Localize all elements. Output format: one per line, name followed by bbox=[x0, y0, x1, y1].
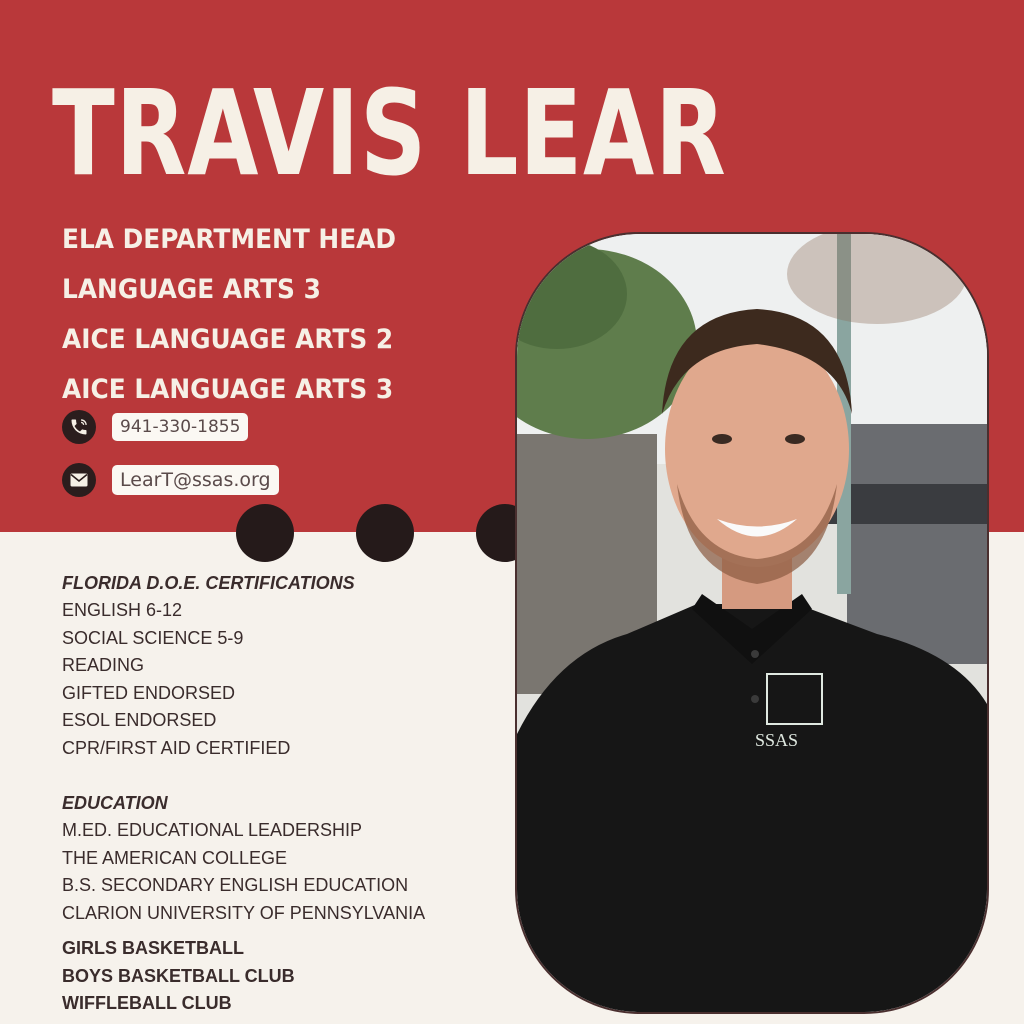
envelope-icon bbox=[62, 463, 96, 497]
role-item: ELA DEPARTMENT HEAD bbox=[62, 224, 397, 255]
club-item: GIRLS BASKETBALL bbox=[62, 938, 244, 958]
roles-list bbox=[62, 220, 425, 420]
education-item: B.S. SECONDARY ENGLISH EDUCATION bbox=[62, 875, 409, 895]
club-item: BOYS BASKETBALL CLUB bbox=[62, 965, 295, 986]
certifications-section bbox=[62, 570, 355, 762]
role-item: AICE LANGUAGE ARTS 2 bbox=[62, 324, 394, 355]
education-item: M.ED. EDUCATIONAL LEADERSHIP bbox=[62, 820, 363, 840]
education-item: CLARION UNIVERSITY OF PENNSYLVANIA bbox=[62, 902, 426, 923]
role-item: LANGUAGE ARTS 3 bbox=[62, 274, 321, 305]
phone-contact bbox=[62, 410, 248, 444]
profile-photo bbox=[515, 232, 989, 1014]
email-address[interactable]: LearT@ssas.org bbox=[112, 465, 279, 495]
person-name: TRAVIS LEAR bbox=[52, 64, 727, 202]
decorative-dot bbox=[236, 504, 294, 562]
decorative-dot bbox=[356, 504, 414, 562]
clubs-section bbox=[62, 935, 295, 1018]
shirt-logo-text: SSAS bbox=[755, 730, 799, 750]
certification-item: CPR/FIRST AID CERTIFIED bbox=[62, 737, 291, 758]
certification-item: ESOL ENDORSED bbox=[62, 710, 217, 730]
education-heading: EDUCATION bbox=[62, 793, 168, 813]
phone-number[interactable]: 941-330-1855 bbox=[112, 413, 248, 441]
email-contact bbox=[62, 463, 279, 497]
certifications-heading: FLORIDA D.O.E. CERTIFICATIONS bbox=[62, 573, 355, 593]
certification-item: SOCIAL SCIENCE 5-9 bbox=[62, 627, 244, 648]
role-item: AICE LANGUAGE ARTS 3 bbox=[62, 374, 394, 405]
education-item: THE AMERICAN COLLEGE bbox=[62, 847, 288, 868]
club-item: WIFFLEBALL CLUB bbox=[62, 993, 232, 1013]
education-section bbox=[62, 790, 425, 927]
certification-item: GIFTED ENDORSED bbox=[62, 682, 236, 703]
certification-item: ENGLISH 6-12 bbox=[62, 600, 183, 620]
certification-item: READING bbox=[62, 655, 145, 675]
phone-icon bbox=[62, 410, 96, 444]
